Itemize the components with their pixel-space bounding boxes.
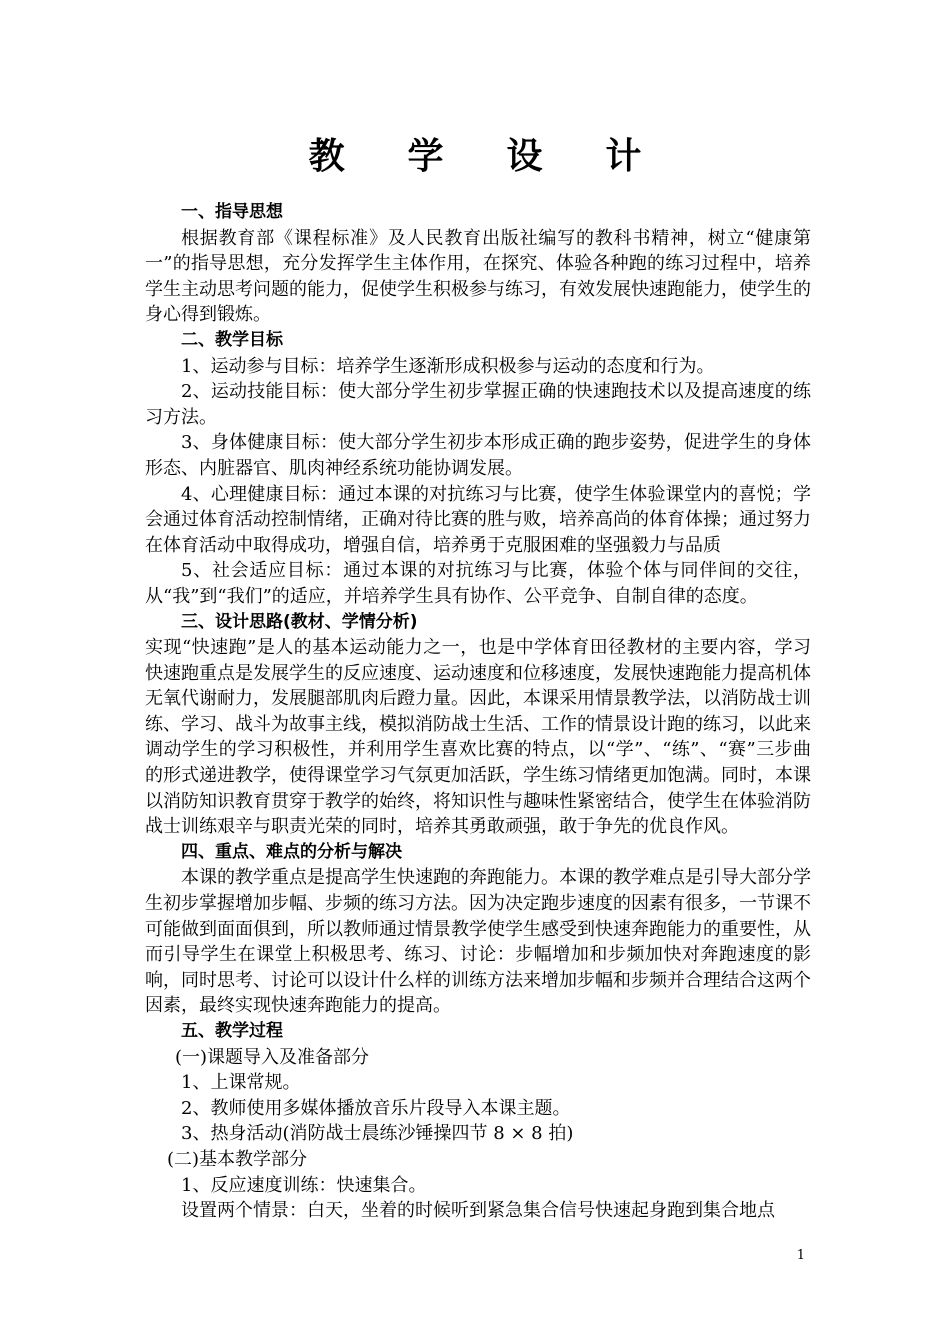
paragraph: 根据教育部《课程标准》及人民教育出版社编写的教科书精神，树立“健康第一”的指导思想，充分发挥学生主体作用，在探究、体验各种跑的练习过程中，培养学生主动思考问题的能力，促使学生积极参与练习，有效发展快速跑能力，使学生的身心得到锻炼。 xyxy=(145,227,811,326)
subsection-heading: (一)课题导入及准备部分 xyxy=(175,1046,370,1068)
list-item: 1、反应速度训练：快速集合。 xyxy=(181,1174,427,1196)
section-heading: 三、设计思路(教材、学情分析) xyxy=(181,611,418,632)
list-item: 2、教师使用多媒体播放音乐片段导入本课主题。 xyxy=(181,1097,571,1119)
paragraph: 3、身体健康目标：使大部分学生初步本形成正确的跑步姿势，促进学生的身体形态、内脏器官、肌肉神经系统功能协调发展。 xyxy=(145,432,811,479)
subsection-heading: (二)基本教学部分 xyxy=(167,1148,308,1170)
page-title: 教 学 设 计 xyxy=(308,135,667,177)
paragraph: 本课的教学重点是提高学生快速跑的奔跑能力。本课的教学难点是引导大部分学生初步掌握增加步幅、步频的练习方法。因为决定跑步速度的因素有很多，一节课不可能做到面面俱到，所以教师通过情景教学使学生感受到快速奔跑能力的重要性，从而引导学生在课堂上积极思考、练习、讨论：步幅增加和步频加快对奔跑速度的影响，同时思考、讨论可以设计什么样的训练方法来增加步幅和步频并合理结合这两个因素，最终实现快速奔跑能力的提高。 xyxy=(145,867,811,1017)
paragraph: 2、运动技能目标：使大部分学生初步掌握正确的快速跑技术以及提高速度的练习方法。 xyxy=(145,381,811,428)
section-heading: 四、重点、难点的分析与解决 xyxy=(181,841,402,862)
section-heading: 五、教学过程 xyxy=(181,1021,283,1041)
list-item: 3、热身活动(消防战士晨练沙锤操四节 8 × 8 拍) xyxy=(181,1123,574,1145)
document-body xyxy=(145,200,811,1224)
paragraph: 5、社会适应目标：通过本课的对抗练习与比赛，体验个体与同伴间的交往，从“我”到“我们”的适应，并培养学生具有协作、公平竞争、自制自律的态度。 xyxy=(145,560,811,607)
paragraph: 设置两个情景：白天，坐着的时候听到紧急集合信号快速起身跑到集合地点 xyxy=(181,1200,775,1222)
page-number: 1 xyxy=(796,1248,805,1263)
section-heading: 一、指导思想 xyxy=(181,202,283,222)
paragraph: 1、运动参与目标：培养学生逐渐形成积极参与运动的态度和行为。 xyxy=(181,355,715,377)
paragraph: 实现“快速跑”是人的基本运动能力之一，也是中学体育田径教材的主要内容，学习快速跑重点是发展学生的反应速度、运动速度和位移速度，发展快速跑能力提高机体无氧代谢耐力，发展腿部肌肉后蹬力量。因此，本课采用情景教学法，以消防战士训练、学习、战斗为故事主线，模拟消防战士生活、工作的情景设计跑的练习，以此来调动学生的学习积极性，并利用学生喜欢比赛的特点，以“学”、“练”、“赛”三步曲的形式递进教学，使得课堂学习气氛更加活跃，学生练习情绪更加饱满。同时，本课以消防知识教育贯穿于教学的始终，将知识性与趣味性紧密结合，使学生在体验消防战士训练艰辛与职责光荣的同时，培养其勇敢顽强，敢于争先的优良作风。 xyxy=(145,637,811,838)
paragraph: 4、心理健康目标：通过本课的对抗练习与比赛，使学生体验课堂内的喜悦；学会通过体育活动控制情绪，正确对待比赛的胜与败，培养高尚的体育体操；通过努力在体育活动中取得成功，增强自信，培养勇于克服困难的坚强毅力与品质 xyxy=(145,483,811,556)
section-heading: 二、教学目标 xyxy=(181,329,283,350)
list-item: 1、上课常规。 xyxy=(181,1072,301,1094)
